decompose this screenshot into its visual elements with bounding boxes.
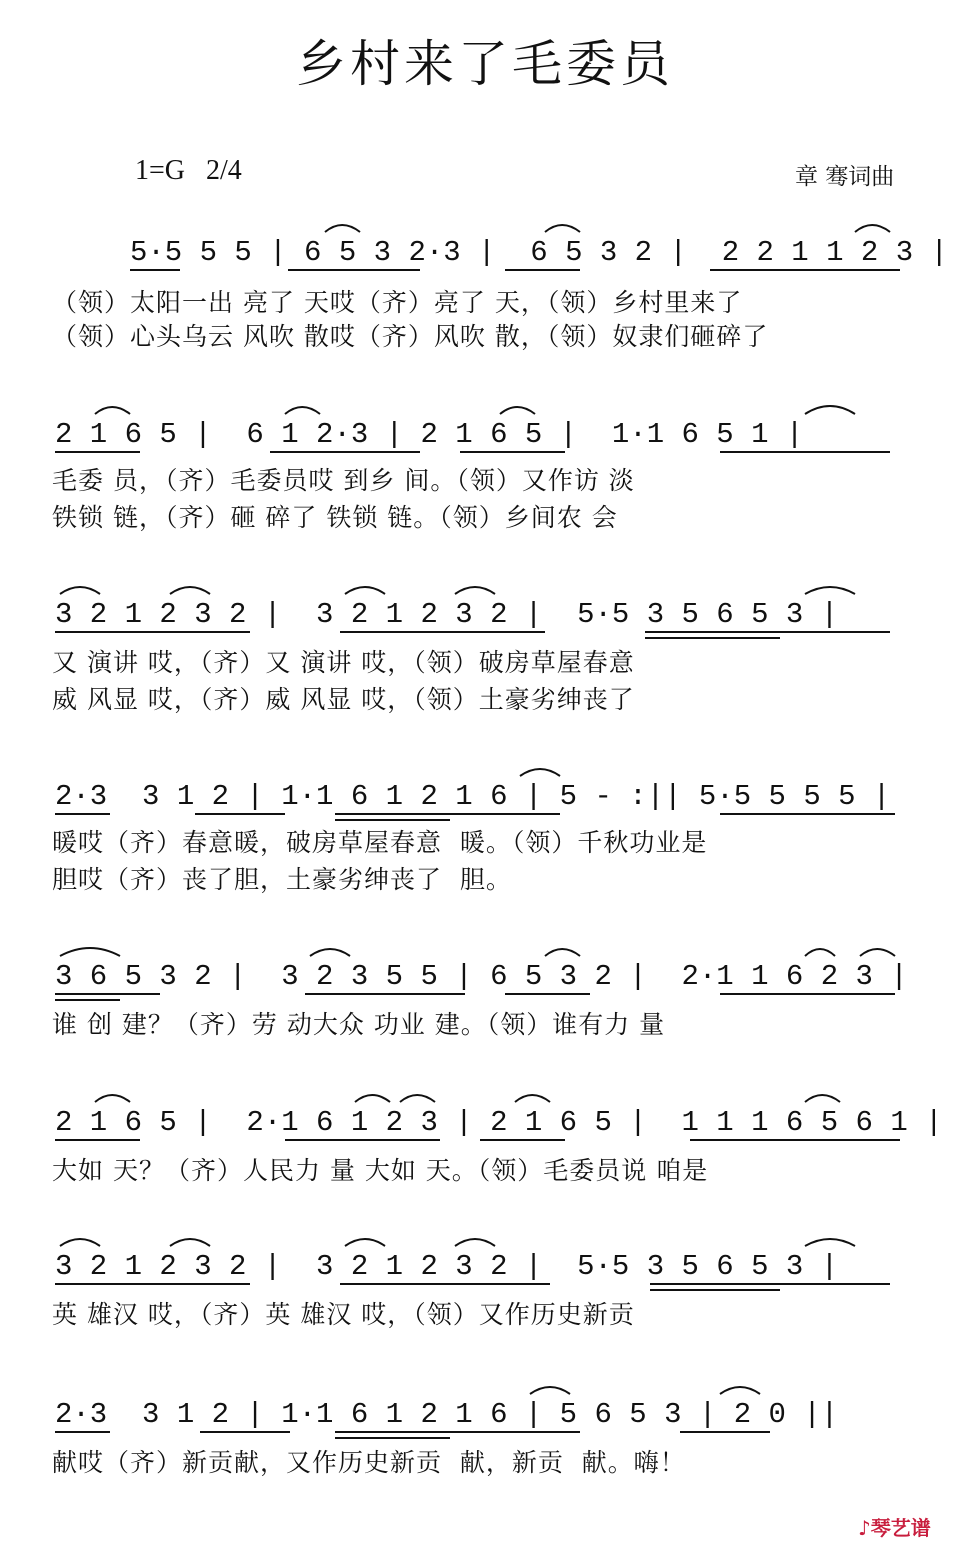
score-line-7: 3 2 1 2 3 2 | 3 2 1 2 3 2 | 5·5 3 5 6 5 3 | — [55, 1250, 839, 1283]
lyric-line-2-verse-1: 毛委 员，（齐）毛委员哎 到乡 间。（领）又作访 淡 — [52, 466, 635, 495]
score-line-6: 2 1 6 5 | 2·1 6 1 2 3 | 2 1 6 5 | 1 1 1 6 5 6 1 | — [55, 1106, 943, 1139]
song-title: 乡村来了毛委员 — [296, 35, 674, 93]
lyric-line-1-verse-1: （领）太阳一出 亮了 天哎（齐）亮了 天，（领）乡村里来了 — [52, 288, 743, 317]
watermark-text: 琴艺谱 — [870, 1516, 931, 1540]
lyric-line-3-verse-2: 威 风显 哎，（齐）威 风显 哎，（领）土豪劣绅丧了 — [52, 685, 635, 714]
lyric-line-5: 谁 创 建？（齐）劳 动大众 功业 建。（领）谁有力 量 — [52, 1010, 666, 1039]
lyric-line-2-verse-2: 铁锁 链，（齐）砸 碎了 铁锁 链。（领）乡间农 会 — [52, 503, 618, 532]
score-line-2: 2 1 6 5 | 6 1 2·3 | 2 1 6 5 | 1·1 6 5 1 | — [55, 418, 804, 451]
lyric-line-8: 献哎（齐）新贡献，又作历史新贡 献，新贡 献。嗨！ — [52, 1448, 686, 1477]
composer-credit: 章 骞词曲 — [795, 164, 895, 190]
lyric-line-4-verse-1: 暖哎（齐）春意暖，破房草屋春意 暖。（领）千秋功业是 — [52, 828, 708, 857]
lyric-line-6: 大如 天？（齐）人民力 量 大如 天。（领）毛委员说 咱是 — [52, 1156, 709, 1185]
lyric-line-4-verse-2: 胆哎（齐）丧了胆，土豪劣绅丧了 胆。 — [52, 865, 512, 894]
score-line-8: 2·3 3 1 2 | 1·1 6 1 2 1 6 | 5 6 5 3 | 2 0 || — [55, 1398, 839, 1431]
score-line-4: 2·3 3 1 2 | 1·1 6 1 2 1 6 | 5 - :|| 5·5 5 5 5 | — [55, 780, 891, 813]
watermark-logo — [858, 1512, 931, 1541]
watermark-icon: ♪ — [858, 1516, 871, 1540]
lyric-line-7: 英 雄汉 哎，（齐）英 雄汉 哎，（领）又作历史新贡 — [52, 1300, 635, 1329]
key-signature: 1=G — [135, 155, 186, 186]
score-line-5: 3 6 5 3 2 | 3 2 3 5 5 | 6 5 3 2 | 2·1 1 6 2 3 | — [55, 960, 908, 993]
lyric-line-1-verse-2: （领）心头乌云 风吹 散哎（齐）风吹 散，（领）奴隶们砸碎了 — [52, 322, 769, 351]
time-signature: 2/4 — [206, 155, 242, 186]
score-line-3: 3 2 1 2 3 2 | 3 2 1 2 3 2 | 5·5 3 5 6 5 3 | — [55, 598, 839, 631]
score-line-1: 5·5 5 5 | 6 5 3 2·3 | 6 5 3 2 | 2 2 1 1 2 3 | — [130, 236, 948, 269]
lyric-line-3-verse-1: 又 演讲 哎，（齐）又 演讲 哎，（领）破房草屋春意 — [52, 648, 635, 677]
